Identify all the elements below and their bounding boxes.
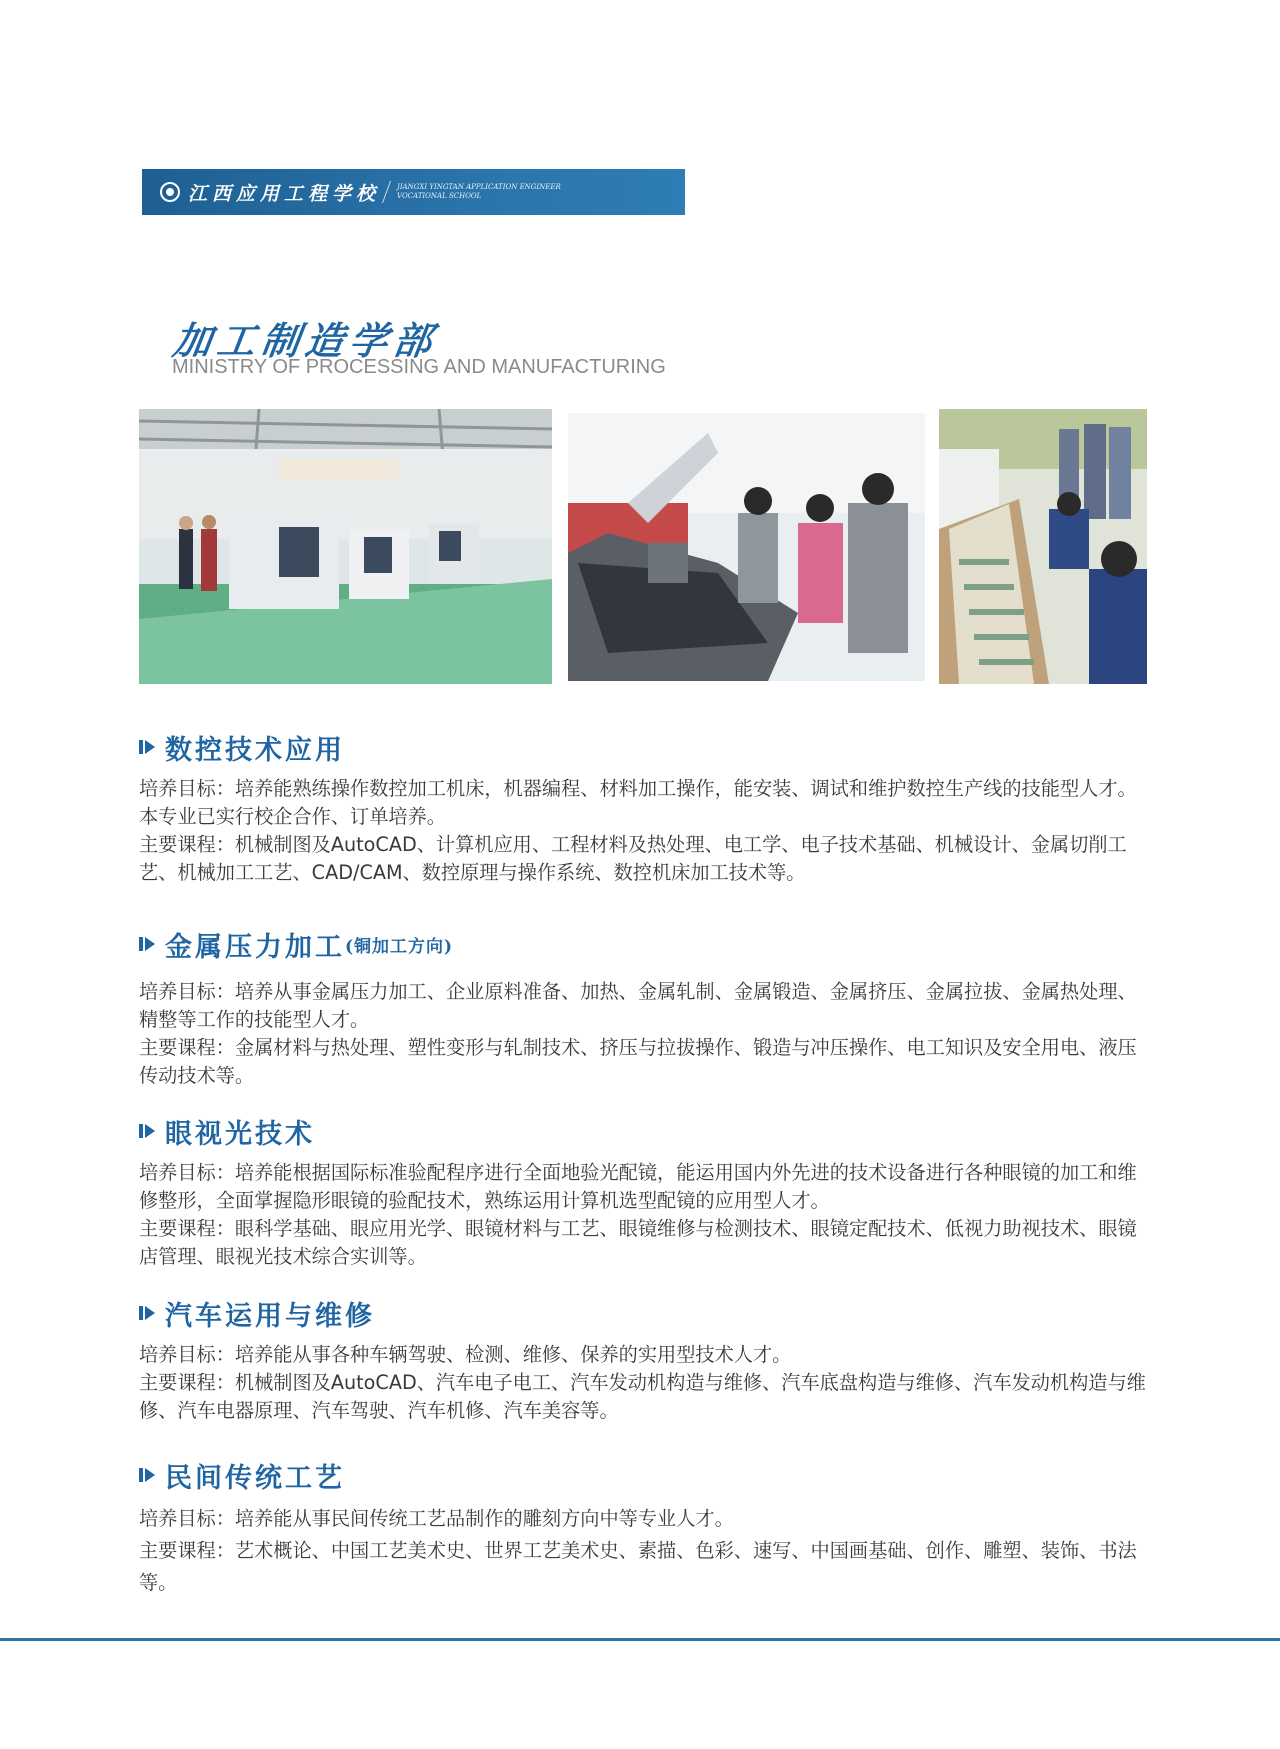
school-logo-icon [160,182,180,202]
section-title: 金属压力加工 [165,931,345,963]
school-name-en-line2: VOCATIONAL SCHOOL [397,192,482,200]
training-goal: 培养目标：培养从事金属压力加工、企业原料准备、加热、金属轧制、金属锻造、金属挤压、金属拉拔、金属热处理、精整等工作的技能型人才。 [139,980,1137,1031]
section-optometry-technology [139,1113,1149,1271]
banner-divider [382,181,391,203]
training-goal: 培养目标：培养能从事各种车辆驾驶、检测、维修、保养的实用型技术人才。 [139,1343,792,1366]
section-heading [139,926,1149,962]
section-body [139,1341,1149,1425]
section-title: 民间传统工艺 [165,1462,345,1494]
section-title: 汽车运用与维修 [165,1300,375,1332]
section-heading [139,729,1149,765]
section-title: 眼视光技术 [165,1118,315,1150]
training-goal: 培养目标：培养能熟练操作数控加工机床，机器编程、材料加工操作，能安装、调试和维护数控生产线的技能型人才。本专业已实行校企合作、订单培养。 [139,777,1137,828]
main-courses: 主要课程：机械制图及AutoCAD、计算机应用、工程材料及热处理、电工学、电子技术基础、机械设计、金属切削工艺、机械加工工艺、CAD/CAM、数控原理与操作系统、数控机床加工技术等。 [139,833,1127,884]
section-body [139,978,1149,1090]
section-metal-pressure-processing [139,926,1149,1090]
section-body [139,1503,1149,1599]
photo-cnc-workshop [139,409,552,684]
section-body [139,775,1149,887]
training-goal: 培养目标：培养能根据国际标准验配程序进行全面地验光配镜，能运用国内外先进的技术设备进行各种眼镜的加工和维修整形，全面掌握隐形眼镜的验配技术，熟练运用计算机选型配镜的应用型人才。 [139,1161,1137,1212]
play-marker-icon [139,1303,157,1323]
school-header-banner [142,169,685,215]
section-heading [139,1457,1149,1493]
play-marker-icon [139,737,157,757]
section-body [139,1159,1149,1271]
play-marker-icon [139,934,157,954]
department-title-cn: 加工制造学部 [170,319,441,363]
section-automotive-repair [139,1295,1149,1425]
section-subtitle: (铜加工方向) [345,936,454,957]
section-folk-traditional-craft [139,1457,1149,1599]
school-name-cn: 江西应用工程学校 [188,182,381,205]
main-courses: 主要课程：金属材料与热处理、塑性变形与轧制技术、挤压与拉拔操作、锻造与冲压操作、电工知识及安全用电、液压传动技术等。 [139,1036,1137,1087]
department-title-en: MINISTRY OF PROCESSING AND MANUFACTURING [172,356,666,378]
play-marker-icon [139,1465,157,1485]
section-cnc-technology [139,729,1149,887]
school-name-en [397,183,561,201]
section-title: 数控技术应用 [165,734,345,766]
photo-auto-repair-class [568,413,925,681]
training-goal: 培养目标：培养能从事民间传统工艺品制作的雕刻方向中等专业人才。 [139,1507,734,1530]
photo-carving-class [939,409,1147,684]
section-heading [139,1295,1149,1331]
main-courses: 主要课程：艺术概论、中国工艺美术史、世界工艺美术史、素描、色彩、速写、中国画基础、创作、雕塑、装饰、书法等。 [139,1539,1137,1594]
school-name-en-line1: JIANGXI YINGTAN APPLICATION ENGINEER [397,183,561,191]
main-courses: 主要课程：眼科学基础、眼应用光学、眼镜材料与工艺、眼镜维修与检测技术、眼镜定配技术、低视力助视技术、眼镜店管理、眼视光技术综合实训等。 [139,1217,1137,1268]
main-courses: 主要课程：机械制图及AutoCAD、汽车电子电工、汽车发动机构造与维修、汽车底盘构造与维修、汽车发动机构造与维修、汽车电器原理、汽车驾驶、汽车机修、汽车美容等。 [139,1371,1146,1422]
section-heading [139,1113,1149,1149]
play-marker-icon [139,1121,157,1141]
footer-divider [0,1638,1280,1641]
